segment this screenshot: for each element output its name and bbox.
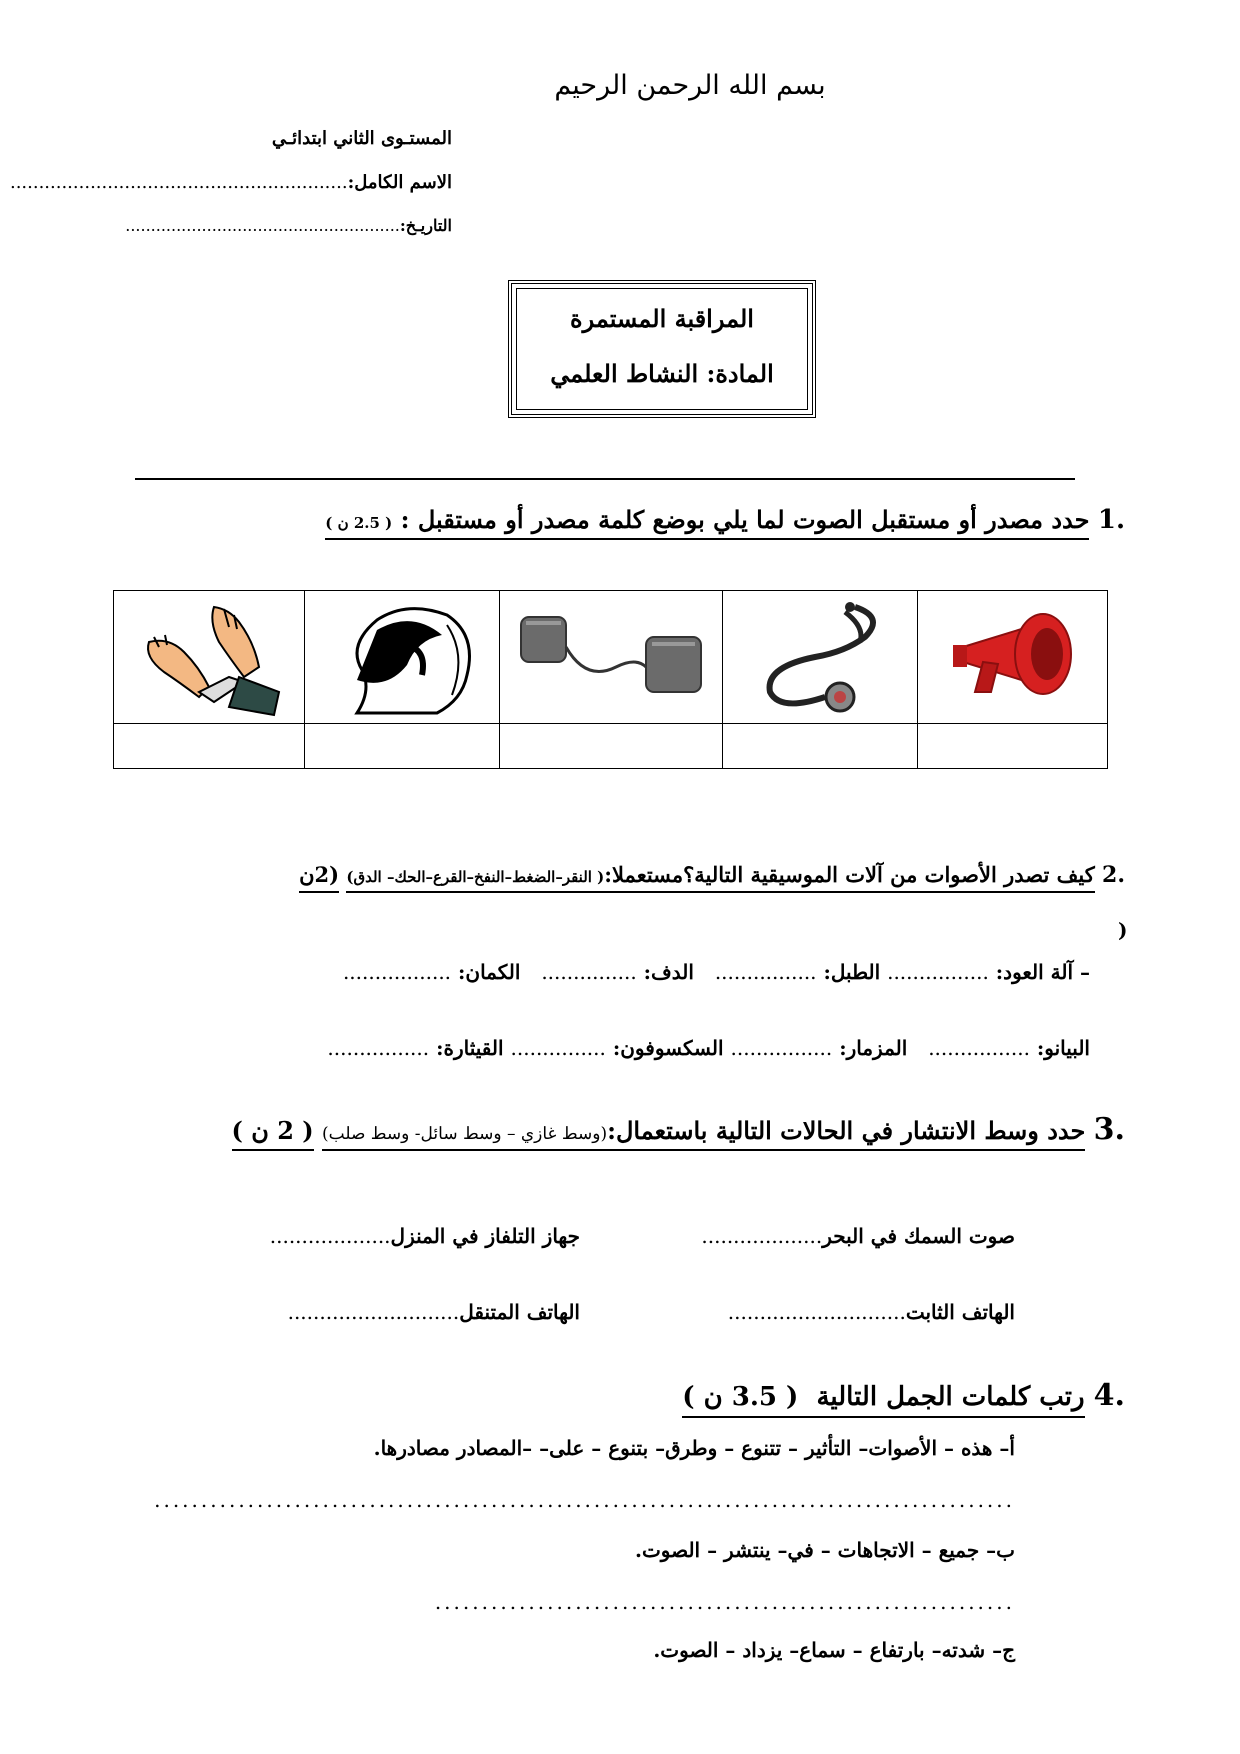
q1-cell-megaphone xyxy=(918,591,1108,724)
q3-points: ( 2 ن ) xyxy=(232,1116,314,1151)
q4-answer-b[interactable]: .............................................................. xyxy=(434,1590,1015,1614)
q2-daf-label: الدف: xyxy=(643,960,694,984)
q2-violin-dots[interactable]: ................. xyxy=(342,960,452,984)
level-label: المستـوى الثاني ابتدائـي xyxy=(271,128,452,149)
ear-icon xyxy=(317,595,487,720)
q2-saxophone-label: السكسوفون: xyxy=(612,1036,724,1060)
q1-number: .1 xyxy=(1097,505,1125,535)
q3-heading xyxy=(232,1112,1125,1147)
q2-daf-dots[interactable]: ............... xyxy=(541,960,637,984)
q3-item-1 xyxy=(701,1224,1015,1248)
q3-item-2-label: جهاز التلفاز في المنزل xyxy=(390,1224,580,1248)
q4-answer-a[interactable]: ............................................................................................ xyxy=(154,1488,1015,1512)
separator-rule xyxy=(135,478,1075,480)
q1-answer-cell-5[interactable] xyxy=(918,724,1108,769)
title-line-2: المادة: النشاط العلمي xyxy=(550,359,774,388)
date-label: التاريـخ: xyxy=(399,216,452,235)
q2-text-wrap xyxy=(346,862,1094,893)
q2-guitar-dots[interactable]: ................ xyxy=(327,1036,430,1060)
q2-mizmar-label: المزمار: xyxy=(839,1036,908,1060)
q3-item-2-dots[interactable]: ................... xyxy=(269,1224,391,1248)
q2-piano-dots[interactable]: ................ xyxy=(928,1036,1030,1060)
q1-cell-speakers xyxy=(500,591,723,724)
q2-violin-label: الكمان: xyxy=(458,960,521,984)
q1-answer-cell-1[interactable] xyxy=(114,724,305,769)
q3-item-3-dots[interactable]: ............................ xyxy=(727,1300,906,1324)
stethoscope-icon xyxy=(745,597,895,717)
q2-row-1 xyxy=(343,960,1090,984)
q1-text-wrap xyxy=(325,505,1089,540)
q1-heading xyxy=(325,505,1125,535)
title-line-1: المراقبة المستمرة xyxy=(570,304,754,333)
q3-number: .3 xyxy=(1093,1112,1125,1147)
q2-guitar-label: القيثارة: xyxy=(436,1036,504,1060)
q3-item-1-dots[interactable]: ................... xyxy=(701,1224,823,1248)
title-box xyxy=(508,280,816,418)
full-name-field[interactable] xyxy=(10,172,452,193)
q4-sentence-b: ب– جميع – الاتجاهات – في– ينتشر – الصوت. xyxy=(635,1538,1015,1562)
q2-drum-dots[interactable]: ................ xyxy=(714,960,817,984)
q2-oud-label: – آلة العود: xyxy=(995,960,1090,984)
q4-number: .4 xyxy=(1093,1378,1125,1413)
date-field[interactable] xyxy=(125,216,452,235)
q2-piano-label: البيانو: xyxy=(1036,1036,1090,1060)
q2-saxophone-dots[interactable]: ............... xyxy=(510,1036,606,1060)
q1-points: ( 2.5 ن ) xyxy=(325,514,393,532)
q2-oud-dots[interactable]: ................ xyxy=(887,960,989,984)
q3-item-3-label: الهاتف الثابت xyxy=(905,1300,1015,1324)
q2-heading xyxy=(299,862,1125,888)
speakers-icon xyxy=(516,612,706,702)
q1-answer-cell-2[interactable] xyxy=(305,724,500,769)
q3-item-3 xyxy=(728,1300,1015,1324)
q1-cell-clapping xyxy=(114,591,305,724)
q1-cell-ear xyxy=(305,591,500,724)
q4-sentence-c: ج– شدته– بارتفاع – سماع– يزداد – الصوت. xyxy=(653,1638,1015,1662)
q4-heading xyxy=(682,1378,1125,1413)
q1-table xyxy=(113,590,1108,769)
full-name-dots: ........................................................... xyxy=(9,172,348,193)
q4-text: رتب كلمات الجمل التالية xyxy=(816,1382,1085,1412)
q4-points: ( 3.5 ن ) xyxy=(682,1382,799,1412)
q2-points-close: ) xyxy=(1118,918,1128,942)
q2-hint: ( النقر–الضغط–النفخ–القرع–الحك– الدق) xyxy=(346,868,605,886)
q2-number: .2 xyxy=(1102,862,1125,888)
q3-text-wrap xyxy=(322,1116,1085,1151)
full-name-label: الاسم الكامل: xyxy=(347,172,452,193)
q2-row-2 xyxy=(327,1036,1090,1060)
q3-item-1-label: صوت السمك في البحر xyxy=(822,1224,1015,1248)
q1-answer-cell-3[interactable] xyxy=(500,724,723,769)
date-dots: ...................................................... xyxy=(125,216,400,235)
q3-item-4-label: الهاتف المتنقل xyxy=(459,1300,580,1324)
q1-cell-stethoscope xyxy=(723,591,918,724)
q1-text: حدد مصدر أو مستقبل الصوت لما يلي بوضع كلمة مصدر أو مستقبل : xyxy=(400,505,1090,534)
megaphone-icon xyxy=(943,607,1083,707)
clapping-hands-icon xyxy=(129,597,289,717)
q3-item-4 xyxy=(288,1300,580,1324)
q2-drum-label: الطبل: xyxy=(823,960,881,984)
bismillah: بسم الله الرحمن الرحيم xyxy=(554,70,826,101)
q3-text: حدد وسط الانتشار في الحالات التالية باستعمال: xyxy=(607,1116,1086,1145)
q2-text: كيف تصدر الأصوات من آلات الموسيقية التالية؟مستعملا: xyxy=(604,862,1095,887)
q4-text-wrap xyxy=(682,1382,1084,1418)
q1-answer-cell-4[interactable] xyxy=(723,724,918,769)
q4-sentence-a: أ– هذه – الأصوات– التأثير – تتنوع – وطرق– بتنوع – على– –المصادر مصادرها. xyxy=(373,1436,1015,1460)
q3-item-2 xyxy=(270,1224,580,1248)
q3-hint: (وسط غازي – وسط سائل- وسط صلب) xyxy=(322,1124,608,1144)
q2-points: (2ن xyxy=(299,862,339,893)
q2-mizmar-dots[interactable]: ................ xyxy=(730,1036,833,1060)
q3-item-4-dots[interactable]: ........................... xyxy=(287,1300,460,1324)
